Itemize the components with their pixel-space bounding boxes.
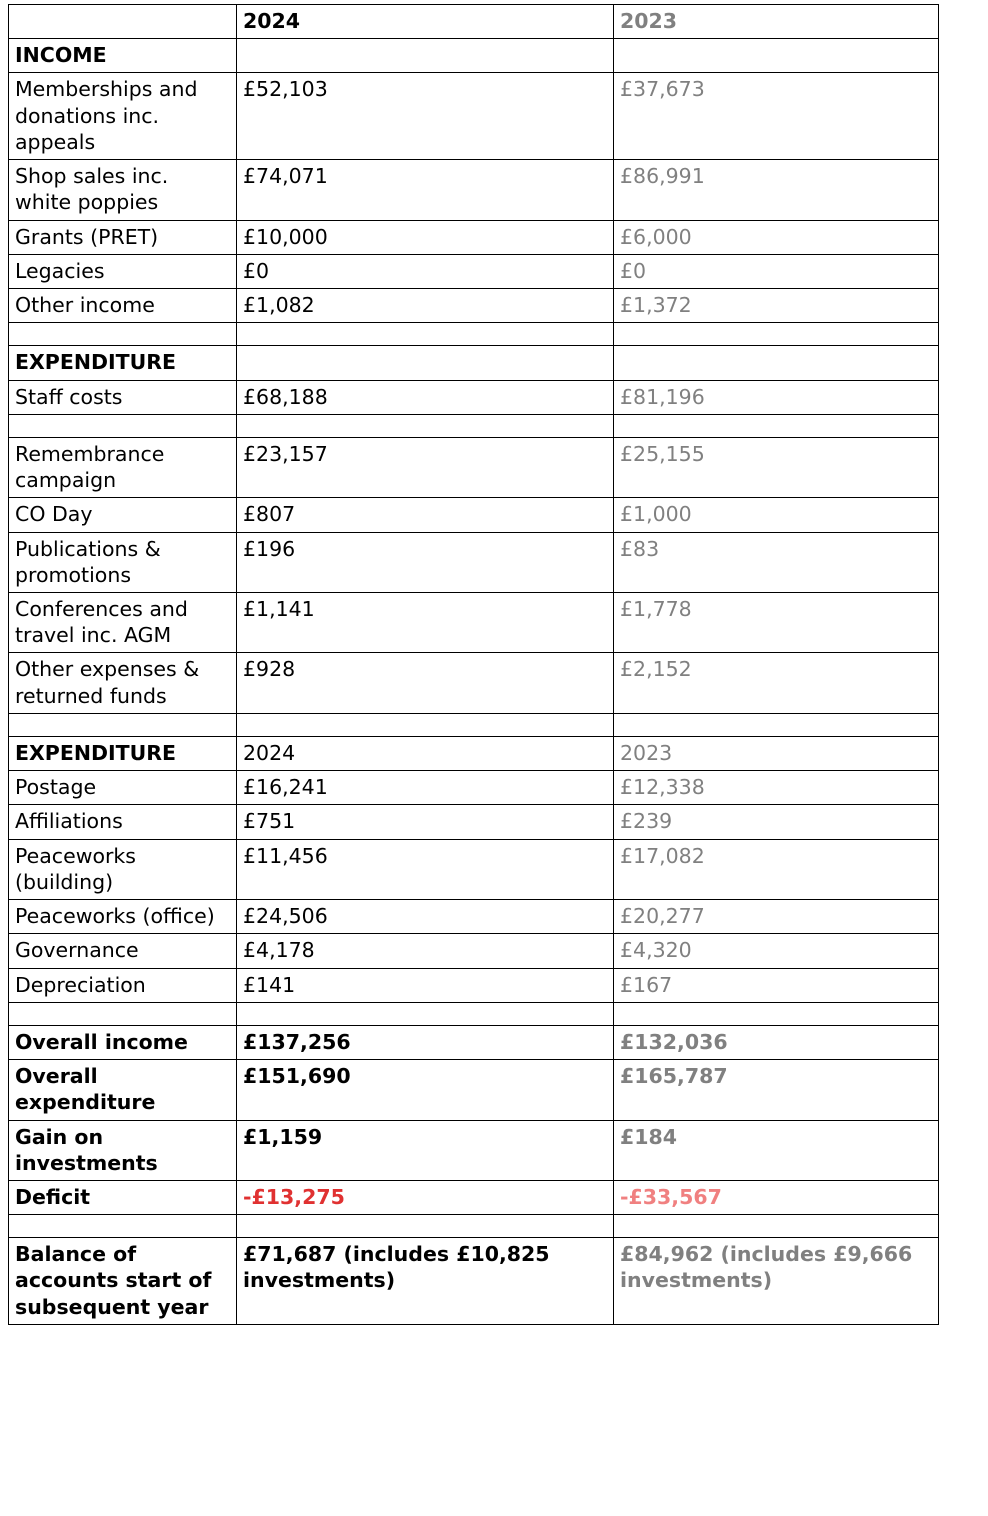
row-label: Publications & promotions xyxy=(9,532,237,592)
row-value-2024: £1,082 xyxy=(237,289,614,323)
row-value-2023: £12,338 xyxy=(614,771,939,805)
total-row-deficit xyxy=(9,1180,939,1214)
row-value-2024: £4,178 xyxy=(237,934,614,968)
row-value-2023: £165,787 xyxy=(614,1060,939,1120)
spacer-row xyxy=(9,1215,939,1238)
spacer-row xyxy=(9,414,939,437)
header-2024: 2024 xyxy=(237,5,614,39)
spacer-cell xyxy=(237,414,614,437)
row-label: Deficit xyxy=(9,1180,237,1214)
row-label: Balance of accounts start of subsequent year xyxy=(9,1238,237,1325)
header-label-cell xyxy=(9,5,237,39)
section-heading-expenditure-1 xyxy=(9,346,939,380)
row-value-2024: £16,241 xyxy=(237,771,614,805)
row-value-2023: £132,036 xyxy=(614,1025,939,1059)
table-header-row xyxy=(9,5,939,39)
row-label: Peaceworks (office) xyxy=(9,900,237,934)
row-value-2024: £137,256 xyxy=(237,1025,614,1059)
row-label: Memberships and donations inc. appeals xyxy=(9,73,237,160)
row-value-2023: £20,277 xyxy=(614,900,939,934)
section-heading-expenditure-2 xyxy=(9,736,939,770)
row-value-2024: -£13,275 xyxy=(237,1180,614,1214)
table-row xyxy=(9,592,939,652)
row-value-2023: £167 xyxy=(614,968,939,1002)
expenditure-heading-2024 xyxy=(237,346,614,380)
table-row xyxy=(9,805,939,839)
row-value-2023: £4,320 xyxy=(614,934,939,968)
income-heading-2024 xyxy=(237,39,614,73)
row-label: Legacies xyxy=(9,254,237,288)
spacer-cell xyxy=(237,1215,614,1238)
expenditure-heading-2024: 2024 xyxy=(237,736,614,770)
row-label: Postage xyxy=(9,771,237,805)
expenditure-heading-label: EXPENDITURE xyxy=(9,736,237,770)
row-label: Peaceworks (building) xyxy=(9,839,237,899)
spacer-cell xyxy=(614,323,939,346)
table-row xyxy=(9,532,939,592)
row-value-2024: £1,159 xyxy=(237,1120,614,1180)
total-row-gain-on-investments xyxy=(9,1120,939,1180)
spacer-cell xyxy=(9,713,237,736)
row-label: CO Day xyxy=(9,498,237,532)
row-value-2023: £86,991 xyxy=(614,160,939,220)
table-row xyxy=(9,289,939,323)
row-value-2024: £1,141 xyxy=(237,592,614,652)
row-value-2024: £751 xyxy=(237,805,614,839)
table-row xyxy=(9,254,939,288)
spacer-row xyxy=(9,713,939,736)
total-row-overall-income xyxy=(9,1025,939,1059)
row-value-2023: -£33,567 xyxy=(614,1180,939,1214)
row-value-2024: £24,506 xyxy=(237,900,614,934)
row-value-2023: £239 xyxy=(614,805,939,839)
header-2023: 2023 xyxy=(614,5,939,39)
row-value-2024: £807 xyxy=(237,498,614,532)
row-label: Conferences and travel inc. AGM xyxy=(9,592,237,652)
row-value-2023: £184 xyxy=(614,1120,939,1180)
row-label: Remembrance campaign xyxy=(9,437,237,497)
table-row xyxy=(9,900,939,934)
income-heading-label: INCOME xyxy=(9,39,237,73)
row-label: Grants (PRET) xyxy=(9,220,237,254)
table-row xyxy=(9,73,939,160)
row-label: Other expenses & returned funds xyxy=(9,653,237,713)
row-value-2023: £37,673 xyxy=(614,73,939,160)
row-value-2024: £151,690 xyxy=(237,1060,614,1120)
spacer-cell xyxy=(237,323,614,346)
table-row xyxy=(9,498,939,532)
row-value-2023: £84,962 (includes £9,666 investments) xyxy=(614,1238,939,1325)
row-value-2024: £196 xyxy=(237,532,614,592)
table-row xyxy=(9,437,939,497)
row-label: Shop sales inc. white poppies xyxy=(9,160,237,220)
row-value-2024: £141 xyxy=(237,968,614,1002)
row-value-2023: £2,152 xyxy=(614,653,939,713)
spacer-cell xyxy=(9,1215,237,1238)
row-value-2024: £68,188 xyxy=(237,380,614,414)
row-value-2023: £25,155 xyxy=(614,437,939,497)
table-row xyxy=(9,771,939,805)
table-row xyxy=(9,160,939,220)
row-label: Gain on investments xyxy=(9,1120,237,1180)
expenditure-heading-label: EXPENDITURE xyxy=(9,346,237,380)
row-label: Overall expenditure xyxy=(9,1060,237,1120)
row-label: Governance xyxy=(9,934,237,968)
row-value-2024: £52,103 xyxy=(237,73,614,160)
section-heading-income xyxy=(9,39,939,73)
table-row xyxy=(9,380,939,414)
spacer-cell xyxy=(237,1002,614,1025)
total-row-overall-expenditure xyxy=(9,1060,939,1120)
table-row xyxy=(9,934,939,968)
row-value-2023: £81,196 xyxy=(614,380,939,414)
spacer-cell xyxy=(614,713,939,736)
expenditure-heading-2023 xyxy=(614,346,939,380)
table-row xyxy=(9,653,939,713)
row-value-2023: £1,000 xyxy=(614,498,939,532)
income-heading-2023 xyxy=(614,39,939,73)
row-value-2023: £83 xyxy=(614,532,939,592)
row-label: Overall income xyxy=(9,1025,237,1059)
table-row xyxy=(9,839,939,899)
row-value-2024: £74,071 xyxy=(237,160,614,220)
row-value-2023: £17,082 xyxy=(614,839,939,899)
spacer-cell xyxy=(9,1002,237,1025)
row-value-2024: £928 xyxy=(237,653,614,713)
spacer-cell xyxy=(237,713,614,736)
spacer-cell xyxy=(614,1215,939,1238)
spacer-cell xyxy=(614,1002,939,1025)
row-value-2023: £6,000 xyxy=(614,220,939,254)
row-value-2023: £1,778 xyxy=(614,592,939,652)
spacer-cell xyxy=(9,414,237,437)
table-row xyxy=(9,968,939,1002)
expenditure-heading-2023: 2023 xyxy=(614,736,939,770)
row-value-2024: £11,456 xyxy=(237,839,614,899)
spacer-cell xyxy=(614,414,939,437)
row-value-2024: £71,687 (includes £10,825 investments) xyxy=(237,1238,614,1325)
balance-row xyxy=(9,1238,939,1325)
row-label: Other income xyxy=(9,289,237,323)
table-row xyxy=(9,220,939,254)
spacer-row xyxy=(9,323,939,346)
row-label: Staff costs xyxy=(9,380,237,414)
spacer-cell xyxy=(9,323,237,346)
row-label: Depreciation xyxy=(9,968,237,1002)
spacer-row xyxy=(9,1002,939,1025)
row-value-2023: £1,372 xyxy=(614,289,939,323)
row-value-2023: £0 xyxy=(614,254,939,288)
row-value-2024: £10,000 xyxy=(237,220,614,254)
financial-summary-table xyxy=(8,4,939,1325)
row-value-2024: £23,157 xyxy=(237,437,614,497)
row-value-2024: £0 xyxy=(237,254,614,288)
row-label: Affiliations xyxy=(9,805,237,839)
